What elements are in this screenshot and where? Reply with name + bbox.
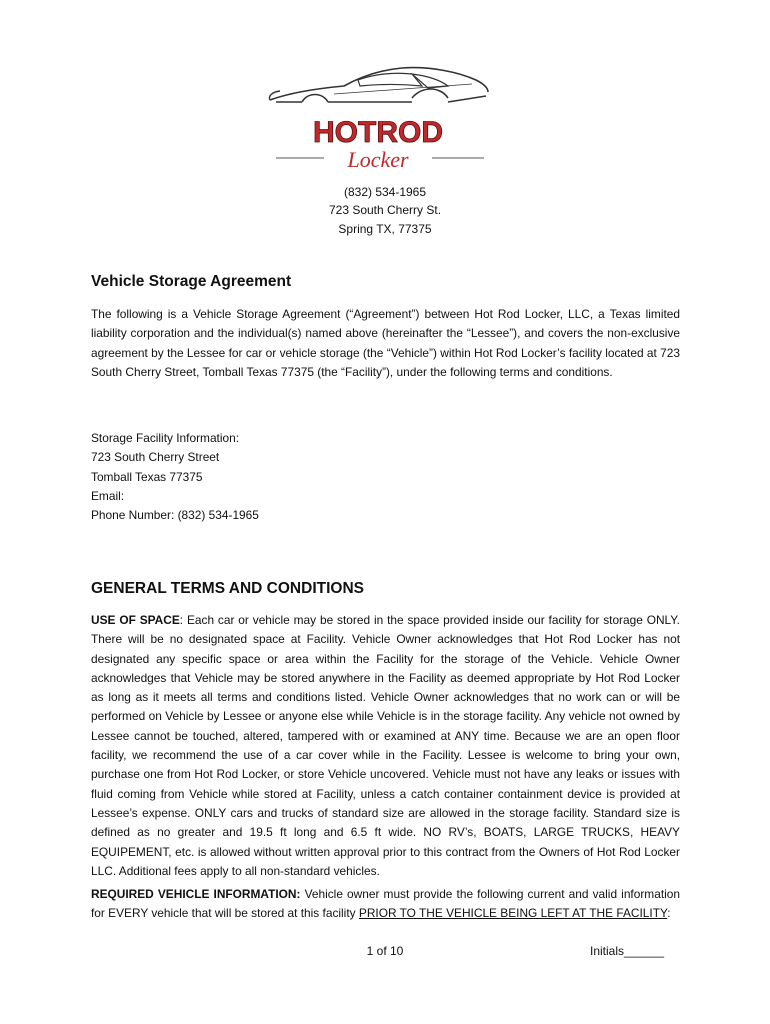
facility-info-email: Email:	[91, 488, 125, 503]
required-info-underlined: PRIOR TO THE VEHICLE BEING LEFT AT THE FACILITY	[358, 906, 668, 921]
use-of-space-text: : Each car or vehicle may be stored in the space provided inside our facility for storage ONLY. There will be no designated space at Facility. Vehicle Owner acknowledges that Hot Rod Locker has not designated any specific space or area within the Facility for the storage of the Vehicle. Vehicle Owner acknowledges that Vehicle may be stored anywhere in the Facility as deemed appropriate by Hot Rod Locker as long as it meets all terms and conditions listed. Vehicle Owner acknowledges that no work can or will be performed on Vehicle by Lessee or anyone else while Vehicle is in the storage facility. Any vehicle not owned by Lessee cannot be touched, altered, tampered with or examined at ANY time. Because we are an open floor facility, we recommend the use of a car cover while in the Facility. Lessee is welcome to bring your own, purchase one from Hot Rod Locker, or store Vehicle uncovered. Vehicle must not have any leaks or issues with fluid coming from Vehicle while stored at Facility, unless a catch container containment device is provided at Lessee’s expense. ONLY cars and trucks of standard size are allowed in the storage facility. Standard size is defined as no greater and 19.5 ft long and 6.5 ft wide. NO RV’s, BOATS, LARGE TRUCKS, HEAVY EQUIPEMENT, etc. is allowed without written approval prior to this contract from the Owners of Hot Rod Locker LLC. Additional fees apply to all non-standard vehicles.	[91, 613, 680, 878]
logo-brand-text: HOTROD	[313, 116, 443, 149]
hotrod-locker-logo	[262, 58, 494, 176]
logo-sub-text: Locker	[347, 147, 409, 172]
contact-phone: (832) 534-1965	[343, 185, 427, 199]
page-number: 1 of 10	[366, 944, 404, 958]
document-title: Vehicle Storage Agreement	[91, 273, 292, 290]
hotrod-car-logo-icon	[262, 58, 494, 176]
required-info-tail: :	[667, 906, 671, 921]
facility-info-block	[91, 429, 259, 525]
contact-city: Spring TX, 77375	[338, 222, 432, 236]
terms-heading: GENERAL TERMS AND CONDITIONS	[91, 580, 364, 597]
required-info-paragraph	[91, 885, 680, 924]
contact-street: 723 South Cherry St.	[328, 203, 442, 217]
facility-info-city: Tomball Texas 77375	[91, 469, 203, 484]
intro-paragraph: The following is a Vehicle Storage Agreement (“Agreement”) between Hot Rod Locker, LLC, a Texas limited liability corporation and the individual(s) named above (hereinafter the “Lessee”), and covers the non-exclusive agreement by the Lessee for car or vehicle storage (the “Vehicle”) within Hot Rod Locker’s facility located at 723 South Cherry Street, Tomball Texas 77375 (the “Facility”), under the following terms and conditions.	[91, 307, 680, 379]
facility-info-heading: Storage Facility Information:	[91, 431, 240, 445]
facility-info-street: 723 South Cherry Street	[91, 450, 220, 465]
required-info-label: REQUIRED VEHICLE INFORMATION:	[91, 887, 301, 901]
required-info-text: Vehicle owner must provide the following current and valid information for EVERY vehicle that will be stored at this facility	[91, 887, 680, 921]
use-of-space-paragraph	[91, 611, 680, 881]
facility-info-phone: Phone Number: (832) 534-1965	[91, 508, 259, 523]
initials-field: Initials______	[590, 944, 665, 958]
use-of-space-label: USE OF SPACE	[91, 613, 180, 627]
